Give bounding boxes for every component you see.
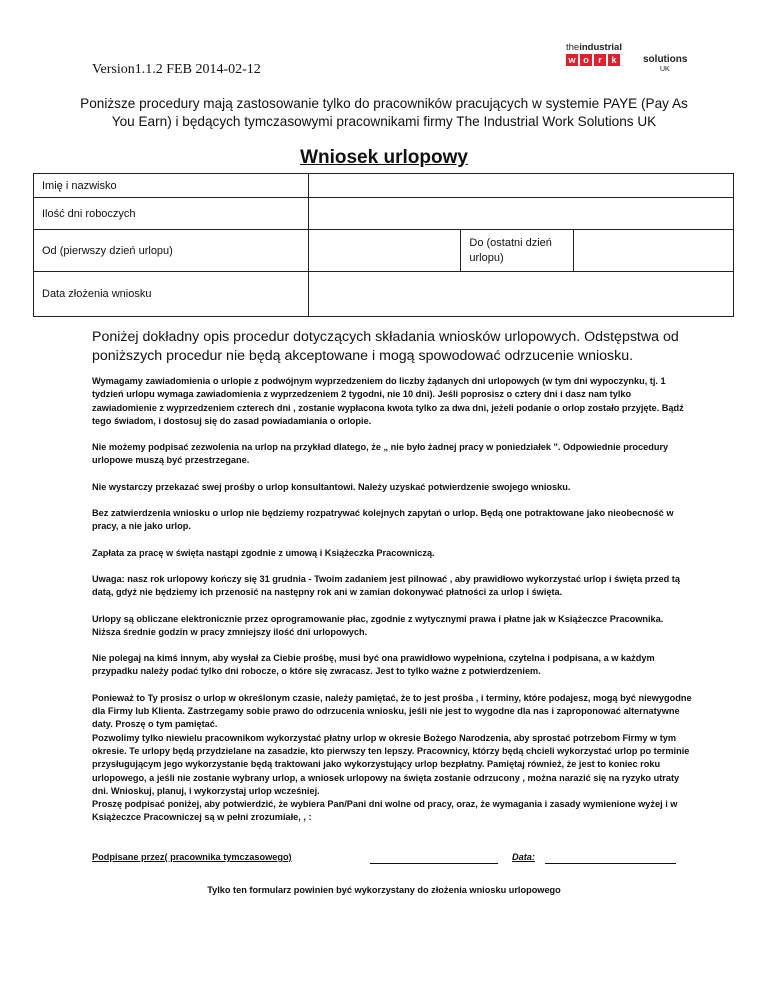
paragraph: Proszę podpisać poniżej, aby potwierdzić, że wybiera Pan/Pani dni wolne od pracy, oraz, że wymagania i zasady wymienione wyżej i w Książeczce Pracowniczej są w pełni zrozumiałe, , : xyxy=(92,799,678,823)
days-label: Ilość dni roboczych xyxy=(34,198,309,230)
signature-line[interactable] xyxy=(370,863,498,864)
intro-text: Poniższe procedury mają zastosowanie tylko do pracowników pracujących w systemie PAYE (Pay As You Earn) i będących tymczasowymi pracownikami firmy The Industrial Work Solutions UK xyxy=(80,96,688,129)
logo-uk: UK xyxy=(660,66,670,73)
company-logo xyxy=(566,42,688,77)
from-field[interactable] xyxy=(308,230,461,272)
days-field[interactable] xyxy=(308,198,733,230)
paragraph: Zapłata za pracę w święta nastąpi zgodnie z umową i Książeczka Pracowniczą. xyxy=(92,547,435,558)
from-label: Od (pierwszy dzień urlopu) xyxy=(34,230,309,272)
footer-note: Tylko ten formularz powinien być wykorzystany do złożenia wniosku urlopowego xyxy=(207,885,561,895)
logo-letter: r xyxy=(594,54,606,66)
date-label: Data: xyxy=(512,852,535,862)
name-label: Imię i nazwisko xyxy=(34,174,309,198)
to-field[interactable] xyxy=(574,230,734,272)
to-label: Do (ostatni dzień urlopu) xyxy=(461,230,574,272)
submission-date-label: Data złożenia wniosku xyxy=(34,272,309,317)
paragraph: Nie możemy podpisać zezwolenia na urlop na przykład dlatego, że „ nie było żadnej pracy w poniedziałek ". Odpowiednie procedury urlopowe muszą być przestrzegane. xyxy=(92,442,669,466)
page-title: Wniosek urlopowy xyxy=(300,147,468,168)
paragraph: Bez zatwierdzenia wniosku o urlop nie będziemy rozpatrywać kolejnych zapytań o urlop. Będą one potraktowane jako nieobecność w pracy, a nie jako urlop. xyxy=(92,508,674,532)
logo-letter-boxes xyxy=(566,54,620,66)
name-field[interactable] xyxy=(308,174,733,198)
leave-request-form xyxy=(33,173,734,317)
logo-letter: o xyxy=(580,54,592,66)
logo-letter: k xyxy=(608,54,620,66)
paragraph: Nie wystarczy przekazać swej prośby o urlop konsultantowi. Należy uzyskać potwierdzenie swojego wniosku. xyxy=(92,481,571,492)
submission-date-field[interactable] xyxy=(308,272,733,317)
paragraph: Ponieważ to Ty prosisz o urlop w określonym czasie, należy pamiętać, że to jest prośba , i terminy, które podajesz, mogą być niewygodne dla Firmy lub Klienta. Zastrzegamy sobie prawo do odrzucenia wniosku, jeśli nie jest to wygodne dla nas i zaproponować alternatywne daty. Proszę o tym pamiętać. xyxy=(92,692,692,730)
paragraph: Urlopy są obliczane elektronicznie przez oprogramowanie płac, zgodnie z wytycznymi prawa i płatne jak w Książeczce Pracownika. Niższa średnie godzin w pracy zmniejszy ilość dni urlopowych. xyxy=(92,613,664,637)
paragraph: Uwaga: nasz rok urlopowy kończy się 31 grudnia - Twoim zadaniem jest pilnować , aby prawidłowo wykorzystać urlop i święta przed tą datą, gdyż nie będziemy ich przenosić na następny rok ani w zamian dokonywać płatności za urlop i święta. xyxy=(92,573,680,598)
paragraph: Pozwolimy tylko niewielu pracownikom wykorzystać płatny urlop w okresie Bożego Narodzenia, aby sprostać potrzebom Firmy w tym okresie. Te urlopy będą przydzielane na zasadzie, kto pierwszy ten lepszy. Pracownicy, którzy będą chcieli wykorzystać urlop po terminie przysługującym jego wykorzystanie będą traktowani jako wykorzystujący urlop bezpłatny. Pamiętaj również, że jest to koniec roku urlopowego, a jeśli nie zostanie wybrany urlop, a wniosek urlopowy na święta zostanie odrzucony , można narazić się na ryzyko utraty dni. Wnioskuj, planuj, i wykorzystaj urlop wcześniej. xyxy=(92,732,690,796)
procedure-paragraphs xyxy=(92,375,692,825)
logo-solutions: solutions xyxy=(643,54,688,65)
paragraph: Nie polegaj na kimś innym, aby wysłał za Ciebie prośbę, musi być ona prawidłowo wypełniona, czytelna i podpisana, a w każdym przypadku należy podać tylko dni robocze, o które się zwracasz. Jest to tylko ważne z potwierdzeniem. xyxy=(92,653,655,677)
paragraph: Wymagamy zawiadomienia o urlopie z podwójnym wyprzedzeniem do liczby żądanych dni urlopowych (w tym dni wypoczynku, tj. 1 tydzień urlopu wymaga zawiadomienia z wyprzedzeniem 2 tygodni, nie 10 dni). Jeśli poprosisz o cztery dni i dasz nam tylko zawiadomienie z wyprzedzeniem czterech dni , zostanie wypłacona kwota tylko za dwa dni, jeżeli podanie o orlop zostało przyjęte. Bądź tego świadom, i dostosuj się do zasad powiadamiania o orlopie. xyxy=(92,376,684,426)
signature-label: Podpisane przez( pracownika tymczasowego) xyxy=(92,852,292,862)
date-line[interactable] xyxy=(545,863,676,864)
version-label: Version1.1.2 FEB 2014-02-12 xyxy=(92,62,261,77)
procedure-note: Poniżej dokładny opis procedur dotyczących składania wniosków urlopowych. Odstępstwa od poniższych procedur nie będą akceptowane i mogą spowodować odrzucenie wniosku. xyxy=(92,329,679,364)
logo-letter: w xyxy=(566,54,578,66)
logo-top-text: theindustrial xyxy=(566,42,622,53)
